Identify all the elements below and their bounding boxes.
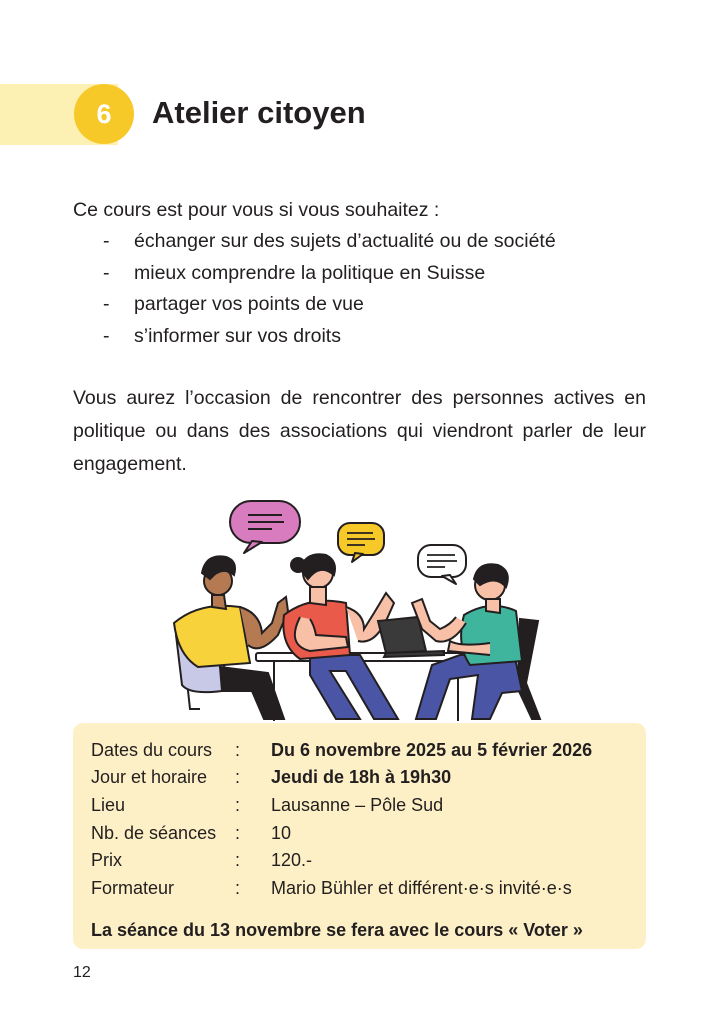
discussion-illustration xyxy=(160,495,560,725)
info-colon: : xyxy=(235,767,241,787)
info-value: Du 6 novembre 2025 au 5 février 2026 xyxy=(271,740,593,760)
list-item-text: partager vos points de vue xyxy=(134,293,364,315)
info-value: Jeudi de 18h à 19h30 xyxy=(271,767,452,787)
list-item-text: s’informer sur vos droits xyxy=(134,324,341,347)
person-right-icon xyxy=(412,564,540,719)
list-item xyxy=(73,289,648,321)
dash-icon: - xyxy=(103,324,110,347)
person-middle-icon xyxy=(283,554,398,719)
speech-bubble-yellow-icon xyxy=(338,523,384,562)
page-number: 12 xyxy=(73,964,91,981)
info-value: 120.- xyxy=(271,850,313,870)
info-colon: : xyxy=(235,850,241,870)
section-title: Atelier citoyen xyxy=(152,95,366,130)
info-colon: : xyxy=(235,823,241,843)
list-item xyxy=(73,226,648,258)
info-label: Lieu xyxy=(91,795,126,815)
speech-bubble-pink-icon xyxy=(230,501,300,553)
dash-icon: - xyxy=(103,230,110,252)
intro-text: Ce cours est pour vous si vous souhaitez : xyxy=(73,199,440,221)
description-paragraph: Vous aurez l’occasion de rencontrer des personnes actives en politique ou dans des associations qui viendront parler de leur engagement. xyxy=(73,387,646,475)
info-colon: : xyxy=(235,740,241,760)
info-colon: : xyxy=(235,795,241,815)
bullet-list xyxy=(73,226,648,352)
list-item xyxy=(73,321,648,353)
info-value: 10 xyxy=(271,823,292,843)
info-note: La séance du 13 novembre se fera avec le cours « Voter » xyxy=(91,920,583,940)
info-label: Nb. de séances xyxy=(91,823,217,843)
dash-icon: - xyxy=(103,261,110,284)
info-value: Lausanne – Pôle Sud xyxy=(271,795,444,815)
info-label: Dates du cours xyxy=(91,740,213,760)
list-item-text: échanger sur des sujets d’actualité ou de société xyxy=(134,230,556,252)
list-item-text: mieux comprendre la politique en Suisse xyxy=(134,261,486,284)
person-left-icon xyxy=(174,556,288,719)
info-label: Jour et horaire xyxy=(91,767,208,787)
info-label: Prix xyxy=(91,850,122,870)
info-colon: : xyxy=(235,878,241,898)
section-number-badge: 6 xyxy=(74,84,134,144)
info-label: Formateur xyxy=(91,878,175,898)
list-item xyxy=(73,258,648,290)
speech-bubble-white-icon xyxy=(418,545,466,584)
info-value: Mario Bühler et différent·e·s invité·e·s xyxy=(271,878,572,898)
course-info-box xyxy=(73,723,646,949)
dash-icon: - xyxy=(103,293,110,315)
